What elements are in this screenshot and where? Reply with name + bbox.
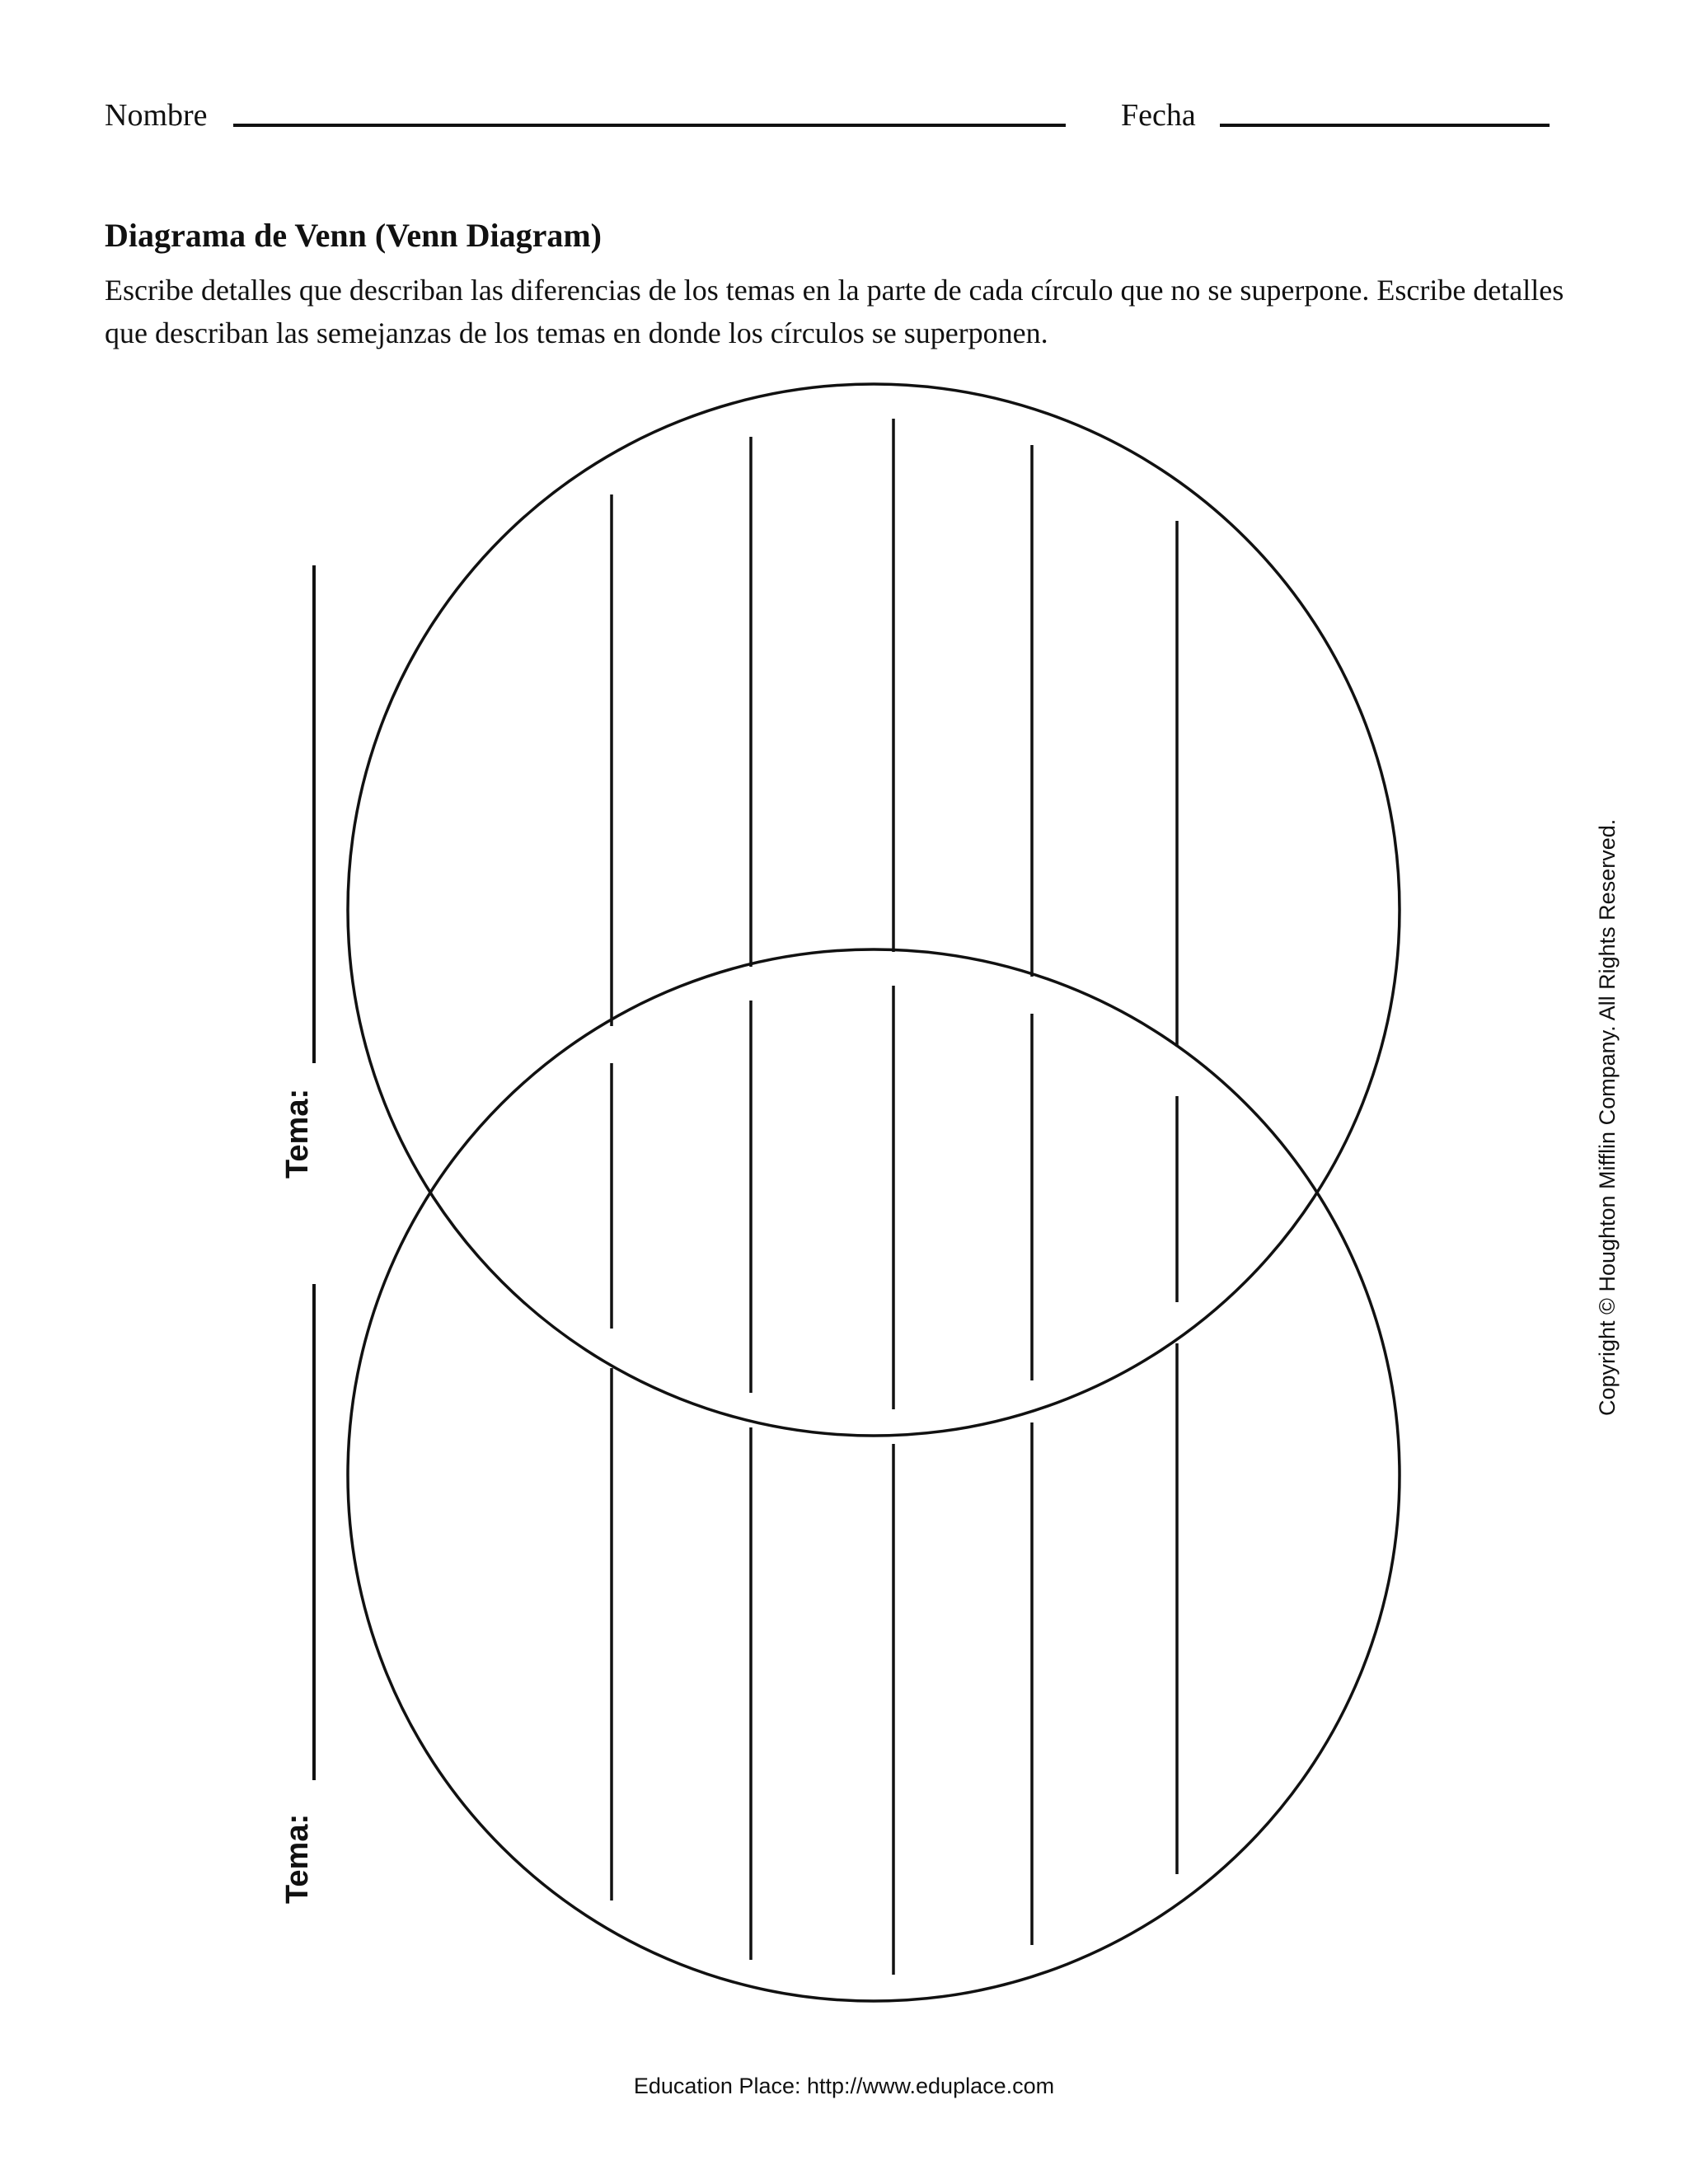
footer-text: Education Place: http://www.eduplace.com bbox=[633, 2074, 1055, 2098]
venn-circle-top bbox=[348, 384, 1400, 1436]
page-title: Diagrama de Venn (Venn Diagram) bbox=[105, 217, 602, 254]
date-label: Fecha bbox=[1121, 98, 1196, 133]
copyright-text: Copyright © Houghton Mifflin Company. All Rights Reserved. bbox=[1595, 818, 1620, 1416]
name-label: Nombre bbox=[105, 98, 208, 133]
venn-circle-bottom bbox=[348, 949, 1400, 2001]
instructions-text: Escribe detalles que describan las diferencias de los temas en la parte de cada círculo que no se superpone. Escribe detalles que describan las semejanzas de los temas en donde los círculos se superponen. bbox=[105, 274, 1564, 349]
topic-label-bottom: Tema: bbox=[280, 1813, 315, 1904]
topic-label-top: Tema: bbox=[280, 1088, 315, 1179]
